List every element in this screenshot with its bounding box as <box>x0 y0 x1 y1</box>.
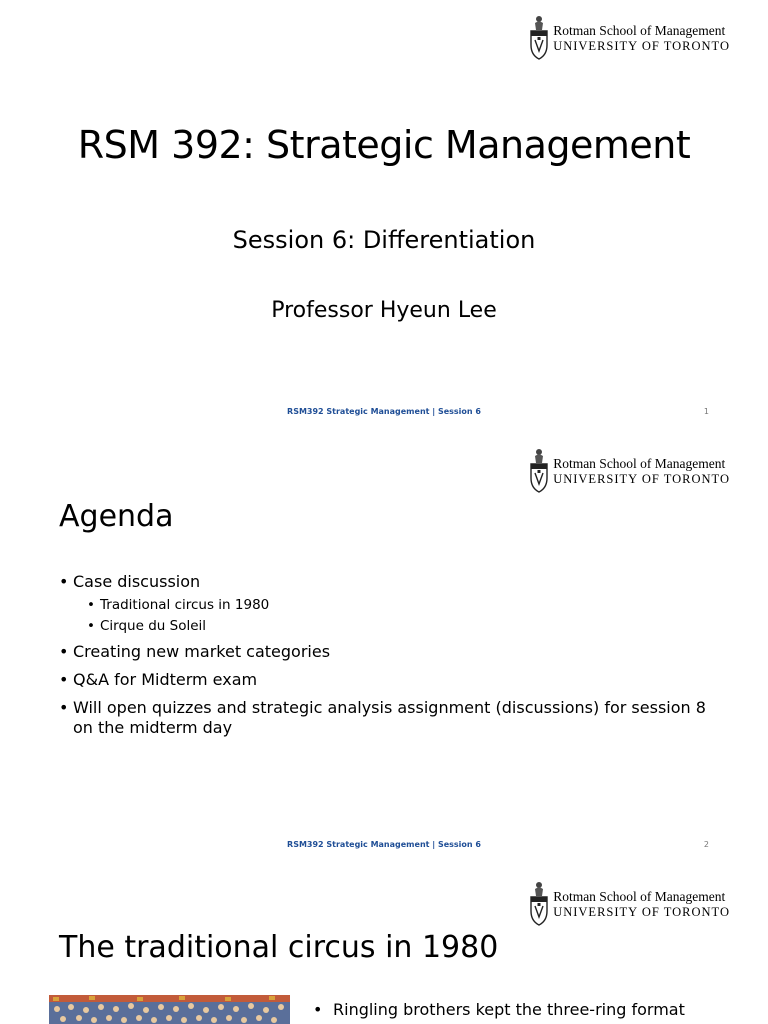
agenda-item: • Q&A for Midterm exam <box>59 670 719 690</box>
slide-footer: RSM392 Strategic Management | Session 6 <box>287 840 481 849</box>
logo-university-name: UNIVERSITY OF TORONTO <box>553 471 730 486</box>
agenda-subitem: • Cirque du Soleil <box>87 617 719 635</box>
agenda-item: • Creating new market categories <box>59 642 719 662</box>
slide-title: RSM 392: Strategic Management <box>77 123 691 167</box>
slide-bullet: • Ringling brothers kept the three-ring format <box>313 1000 685 1020</box>
agenda-list <box>59 572 719 746</box>
page-number: 2 <box>703 840 709 849</box>
university-crest-icon <box>529 881 549 927</box>
rotman-logo <box>529 15 730 61</box>
slide-title: Agenda <box>59 499 174 534</box>
slide-3 <box>0 866 768 1024</box>
slide-1 <box>0 0 768 432</box>
logo-school-name: Rotman School of Management <box>553 889 726 904</box>
agenda-subitem: • Traditional circus in 1980 <box>87 596 719 614</box>
logo-university-name: UNIVERSITY OF TORONTO <box>553 38 730 53</box>
logo-school-name: Rotman School of Management <box>553 23 726 38</box>
rotman-logo <box>529 881 730 927</box>
presenter-name: Professor Hyeun Lee <box>271 298 497 323</box>
circus-crowd-image <box>49 995 290 1024</box>
logo-university-name: UNIVERSITY OF TORONTO <box>553 904 730 919</box>
university-crest-icon <box>529 15 549 61</box>
rotman-logo <box>529 448 730 494</box>
agenda-item: • Will open quizzes and strategic analysis assignment (discussions) for session 8 on the midterm day <box>59 698 719 738</box>
slide-2 <box>0 433 768 865</box>
university-crest-icon <box>529 448 549 494</box>
slide-title: The traditional circus in 1980 <box>59 930 499 965</box>
page-number: 1 <box>703 407 709 416</box>
slide-subtitle: Session 6: Differentiation <box>232 226 536 254</box>
slide-footer: RSM392 Strategic Management | Session 6 <box>287 407 481 416</box>
logo-school-name: Rotman School of Management <box>553 456 726 471</box>
agenda-item: • Case discussion <box>59 572 719 592</box>
